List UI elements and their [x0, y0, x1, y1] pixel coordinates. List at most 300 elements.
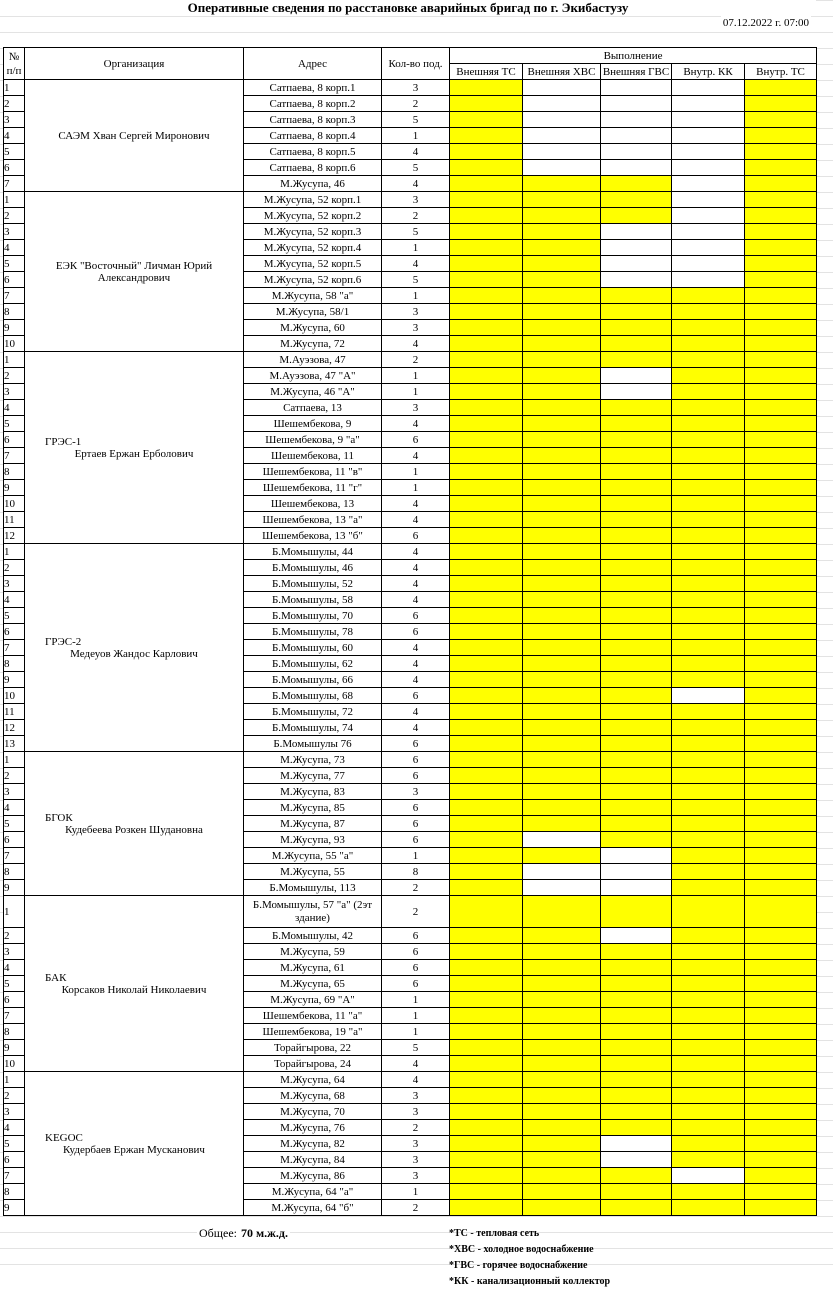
row-number: 9 [4, 1040, 25, 1056]
status-cell-ext-gvs [601, 608, 672, 624]
address-cell: Б.Момышулы, 72 [244, 704, 382, 720]
status-cell-ext-gvs [601, 544, 672, 560]
address-cell: Б.Момышулы 76 [244, 736, 382, 752]
status-cell-ext-ts [450, 1088, 523, 1104]
status-cell-ext-hvs [523, 1008, 601, 1024]
row-number: 1 [4, 544, 25, 560]
status-cell-int-ts [745, 576, 817, 592]
status-cell-ext-ts [450, 1168, 523, 1184]
status-cell-ext-ts [450, 320, 523, 336]
status-cell-ext-ts [450, 832, 523, 848]
status-cell-ext-gvs [601, 464, 672, 480]
status-cell-ext-hvs [523, 272, 601, 288]
count-cell: 4 [382, 1072, 450, 1088]
status-cell-ext-hvs [523, 1136, 601, 1152]
status-cell-int-ts [745, 224, 817, 240]
status-cell-int-kk [672, 288, 745, 304]
address-cell: Шешембекова, 11 "г" [244, 480, 382, 496]
status-cell-ext-ts [450, 208, 523, 224]
header-num: № п/п [4, 48, 25, 80]
status-cell-ext-ts [450, 240, 523, 256]
status-cell-int-ts [745, 864, 817, 880]
status-cell-int-ts [745, 1056, 817, 1072]
organization-cell [25, 352, 244, 544]
status-cell-int-ts [745, 480, 817, 496]
address-cell: Сатпаева, 8 корп.3 [244, 112, 382, 128]
row-number: 3 [4, 112, 25, 128]
row-number: 4 [4, 240, 25, 256]
status-cell-ext-hvs [523, 736, 601, 752]
status-cell-ext-gvs [601, 800, 672, 816]
report-title: Оперативные сведения по расстановке аварийных бригад по г. Экибастузу [0, 0, 816, 15]
organization-cell [25, 896, 244, 1072]
status-cell-int-kk [672, 688, 745, 704]
status-cell-ext-hvs [523, 240, 601, 256]
count-cell: 6 [382, 960, 450, 976]
row-number: 1 [4, 80, 25, 96]
address-cell: М.Жусупа, 82 [244, 1136, 382, 1152]
address-cell: М.Жусупа, 83 [244, 784, 382, 800]
count-cell: 4 [382, 1056, 450, 1072]
count-cell: 4 [382, 336, 450, 352]
status-cell-ext-ts [450, 368, 523, 384]
status-cell-ext-hvs [523, 768, 601, 784]
count-cell: 6 [382, 608, 450, 624]
status-cell-ext-ts [450, 960, 523, 976]
status-cell-ext-ts [450, 608, 523, 624]
table-row [4, 80, 817, 96]
status-cell-ext-ts [450, 1200, 523, 1216]
count-cell: 5 [382, 224, 450, 240]
count-cell: 8 [382, 864, 450, 880]
count-cell: 6 [382, 624, 450, 640]
row-number: 7 [4, 1168, 25, 1184]
status-cell-int-kk [672, 80, 745, 96]
status-cell-ext-gvs [601, 560, 672, 576]
status-cell-int-ts [745, 176, 817, 192]
address-cell: Б.Момышулы, 70 [244, 608, 382, 624]
count-cell: 6 [382, 976, 450, 992]
count-cell: 2 [382, 880, 450, 896]
status-cell-int-ts [745, 688, 817, 704]
row-number: 9 [4, 880, 25, 896]
status-cell-int-kk [672, 1168, 745, 1184]
count-cell: 4 [382, 176, 450, 192]
count-cell: 6 [382, 928, 450, 944]
row-number: 5 [4, 976, 25, 992]
status-cell-ext-gvs [601, 208, 672, 224]
address-cell: М.Жусупа, 76 [244, 1120, 382, 1136]
organization-name: БГОК [45, 811, 73, 824]
header-ext-ts: Внешняя ТС [450, 64, 523, 80]
status-cell-int-kk [672, 432, 745, 448]
count-cell: 3 [382, 1152, 450, 1168]
status-cell-int-kk [672, 512, 745, 528]
status-cell-int-ts [745, 784, 817, 800]
status-cell-ext-hvs [523, 208, 601, 224]
row-number: 7 [4, 640, 25, 656]
count-cell: 3 [382, 192, 450, 208]
count-cell: 3 [382, 400, 450, 416]
status-cell-int-kk [672, 352, 745, 368]
status-cell-int-ts [745, 736, 817, 752]
count-cell: 6 [382, 832, 450, 848]
total [197, 1226, 290, 1240]
status-cell-ext-hvs [523, 1104, 601, 1120]
count-cell: 6 [382, 800, 450, 816]
status-cell-ext-gvs [601, 944, 672, 960]
address-cell: Шешембекова, 11 "а" [244, 1008, 382, 1024]
status-cell-int-kk [672, 1008, 745, 1024]
status-cell-int-ts [745, 512, 817, 528]
status-cell-int-ts [745, 272, 817, 288]
status-cell-ext-hvs [523, 224, 601, 240]
status-cell-ext-gvs [601, 672, 672, 688]
organization-cell [25, 544, 244, 752]
status-cell-int-ts [745, 704, 817, 720]
row-number: 1 [4, 352, 25, 368]
status-cell-int-ts [745, 288, 817, 304]
status-cell-int-ts [745, 352, 817, 368]
row-number: 3 [4, 944, 25, 960]
status-cell-ext-hvs [523, 448, 601, 464]
status-cell-ext-hvs [523, 1184, 601, 1200]
count-cell: 2 [382, 1120, 450, 1136]
status-cell-ext-hvs [523, 656, 601, 672]
address-cell: М.Жусупа, 52 корп.5 [244, 256, 382, 272]
status-cell-ext-gvs [601, 336, 672, 352]
row-number: 3 [4, 224, 25, 240]
address-cell: Б.Момышулы, 52 [244, 576, 382, 592]
address-cell: Шешембекова, 13 [244, 496, 382, 512]
status-cell-ext-gvs [601, 1104, 672, 1120]
address-cell: М.Жусупа, 72 [244, 336, 382, 352]
status-cell-ext-ts [450, 1024, 523, 1040]
status-cell-int-ts [745, 976, 817, 992]
row-number: 3 [4, 1104, 25, 1120]
status-cell-ext-gvs [601, 736, 672, 752]
status-cell-ext-gvs [601, 624, 672, 640]
status-cell-int-ts [745, 752, 817, 768]
status-cell-int-ts [745, 112, 817, 128]
row-number: 1 [4, 896, 25, 928]
address-cell: М.Жусупа, 87 [244, 816, 382, 832]
status-cell-int-ts [745, 528, 817, 544]
row-number: 8 [4, 304, 25, 320]
status-cell-int-ts [745, 1104, 817, 1120]
status-cell-int-ts [745, 720, 817, 736]
status-cell-ext-ts [450, 112, 523, 128]
status-cell-ext-gvs [601, 1088, 672, 1104]
status-cell-int-ts [745, 192, 817, 208]
address-cell: М.Жусупа, 52 корп.4 [244, 240, 382, 256]
status-cell-ext-gvs [601, 128, 672, 144]
organization-name: Александрович [97, 271, 171, 284]
organization-cell [25, 192, 244, 352]
status-cell-int-kk [672, 1056, 745, 1072]
status-cell-ext-gvs [601, 528, 672, 544]
row-number: 6 [4, 832, 25, 848]
status-cell-int-ts [745, 1040, 817, 1056]
status-cell-ext-ts [450, 496, 523, 512]
organization-name: БАК [45, 971, 67, 984]
status-cell-int-kk [672, 1152, 745, 1168]
table-row [4, 896, 817, 928]
address-cell: М.Жусупа, 61 [244, 960, 382, 976]
address-cell: Б.Момышулы, 58 [244, 592, 382, 608]
status-cell-ext-hvs [523, 992, 601, 1008]
row-number: 10 [4, 688, 25, 704]
count-cell: 4 [382, 576, 450, 592]
address-cell: М.Жусупа, 46 [244, 176, 382, 192]
organization-name: Медеуов Жандос Карлович [70, 647, 198, 660]
address-cell: Б.Момышулы, 78 [244, 624, 382, 640]
status-cell-int-kk [672, 1024, 745, 1040]
header-organization: Организация [25, 48, 244, 80]
status-cell-int-ts [745, 1152, 817, 1168]
status-cell-int-kk [672, 320, 745, 336]
row-number: 2 [4, 560, 25, 576]
count-cell: 3 [382, 1136, 450, 1152]
status-cell-ext-ts [450, 304, 523, 320]
count-cell: 1 [382, 368, 450, 384]
count-cell: 3 [382, 320, 450, 336]
status-cell-int-kk [672, 464, 745, 480]
footer [0, 1226, 833, 1287]
status-cell-int-kk [672, 272, 745, 288]
status-cell-ext-ts [450, 384, 523, 400]
total-label: Общее: [199, 1226, 237, 1240]
brigades-table [3, 47, 817, 1216]
total-value: 70 м.ж.д. [241, 1226, 288, 1240]
status-cell-ext-hvs [523, 112, 601, 128]
address-cell: М.Жусупа, 65 [244, 976, 382, 992]
status-cell-ext-gvs [601, 1008, 672, 1024]
count-cell: 4 [382, 592, 450, 608]
status-cell-ext-gvs [601, 144, 672, 160]
status-cell-ext-ts [450, 128, 523, 144]
status-cell-ext-ts [450, 1136, 523, 1152]
row-number: 13 [4, 736, 25, 752]
status-cell-ext-ts [450, 1072, 523, 1088]
status-cell-ext-ts [450, 1184, 523, 1200]
status-cell-ext-hvs [523, 400, 601, 416]
organization-cell [25, 752, 244, 896]
status-cell-int-ts [745, 1184, 817, 1200]
status-cell-int-kk [672, 608, 745, 624]
status-cell-ext-ts [450, 1008, 523, 1024]
address-cell: М.Жусупа, 52 корп.2 [244, 208, 382, 224]
status-cell-ext-ts [450, 1056, 523, 1072]
status-cell-int-kk [672, 256, 745, 272]
row-number: 8 [4, 656, 25, 672]
status-cell-ext-hvs [523, 960, 601, 976]
status-cell-ext-ts [450, 784, 523, 800]
address-cell: Б.Момышулы, 62 [244, 656, 382, 672]
status-cell-ext-gvs [601, 1184, 672, 1200]
table-row [4, 1072, 817, 1088]
status-cell-ext-hvs [523, 1168, 601, 1184]
status-cell-int-ts [745, 800, 817, 816]
organization-cell [25, 80, 244, 192]
status-cell-ext-ts [450, 816, 523, 832]
table-row [4, 352, 817, 368]
row-number: 7 [4, 288, 25, 304]
organization-name: ГРЭС-1 [45, 435, 82, 448]
status-cell-int-ts [745, 400, 817, 416]
status-cell-int-kk [672, 976, 745, 992]
status-cell-ext-ts [450, 336, 523, 352]
status-cell-int-kk [672, 1120, 745, 1136]
organization-name: ГРЭС-2 [45, 635, 82, 648]
address-cell: Сатпаева, 13 [244, 400, 382, 416]
status-cell-int-kk [672, 960, 745, 976]
row-number: 5 [4, 608, 25, 624]
status-cell-int-kk [672, 768, 745, 784]
status-cell-ext-hvs [523, 1056, 601, 1072]
status-cell-ext-hvs [523, 848, 601, 864]
count-cell: 4 [382, 640, 450, 656]
status-cell-ext-gvs [601, 384, 672, 400]
address-cell: М.Жусупа, 59 [244, 944, 382, 960]
status-cell-ext-hvs [523, 1024, 601, 1040]
status-cell-ext-hvs [523, 672, 601, 688]
status-cell-ext-ts [450, 432, 523, 448]
status-cell-ext-hvs [523, 352, 601, 368]
count-cell: 1 [382, 1184, 450, 1200]
address-cell: Шешембекова, 13 "б" [244, 528, 382, 544]
status-cell-ext-ts [450, 160, 523, 176]
status-cell-int-ts [745, 496, 817, 512]
status-cell-ext-ts [450, 624, 523, 640]
status-cell-ext-ts [450, 544, 523, 560]
count-cell: 2 [382, 1200, 450, 1216]
status-cell-int-ts [745, 880, 817, 896]
status-cell-int-ts [745, 1120, 817, 1136]
status-cell-int-ts [745, 592, 817, 608]
status-cell-ext-gvs [601, 1056, 672, 1072]
status-cell-int-ts [745, 1136, 817, 1152]
status-cell-ext-ts [450, 720, 523, 736]
status-cell-int-kk [672, 1104, 745, 1120]
row-number: 6 [4, 160, 25, 176]
count-cell: 2 [382, 352, 450, 368]
status-cell-int-kk [672, 400, 745, 416]
status-cell-int-kk [672, 928, 745, 944]
row-number: 11 [4, 704, 25, 720]
count-cell: 4 [382, 560, 450, 576]
count-cell: 4 [382, 144, 450, 160]
row-number: 10 [4, 496, 25, 512]
status-cell-ext-hvs [523, 1200, 601, 1216]
row-number: 4 [4, 592, 25, 608]
row-number: 2 [4, 768, 25, 784]
address-cell: Сатпаева, 8 корп.4 [244, 128, 382, 144]
status-cell-ext-gvs [601, 1168, 672, 1184]
status-cell-ext-hvs [523, 624, 601, 640]
status-cell-int-ts [745, 672, 817, 688]
address-cell: М.Жусупа, 85 [244, 800, 382, 816]
status-cell-ext-ts [450, 272, 523, 288]
status-cell-ext-ts [450, 96, 523, 112]
status-cell-int-kk [672, 1088, 745, 1104]
status-cell-int-kk [672, 384, 745, 400]
status-cell-int-ts [745, 1008, 817, 1024]
status-cell-int-ts [745, 432, 817, 448]
status-cell-ext-gvs [601, 1040, 672, 1056]
status-cell-int-kk [672, 1072, 745, 1088]
status-cell-ext-hvs [523, 976, 601, 992]
status-cell-int-kk [672, 944, 745, 960]
status-cell-int-ts [745, 80, 817, 96]
status-cell-ext-ts [450, 192, 523, 208]
legend-gvs: *ГВС - горячее водоснабжение [449, 1260, 588, 1271]
status-cell-int-ts [745, 1200, 817, 1216]
status-cell-ext-hvs [523, 464, 601, 480]
count-cell: 1 [382, 288, 450, 304]
status-cell-ext-ts [450, 80, 523, 96]
count-cell: 4 [382, 448, 450, 464]
row-number: 2 [4, 96, 25, 112]
count-cell: 5 [382, 112, 450, 128]
status-cell-int-ts [745, 848, 817, 864]
count-cell: 5 [382, 160, 450, 176]
row-number: 9 [4, 1200, 25, 1216]
status-cell-ext-ts [450, 976, 523, 992]
status-cell-int-kk [672, 192, 745, 208]
status-cell-int-kk [672, 112, 745, 128]
row-number: 4 [4, 400, 25, 416]
status-cell-int-kk [672, 336, 745, 352]
status-cell-ext-gvs [601, 864, 672, 880]
status-cell-ext-ts [450, 352, 523, 368]
status-cell-ext-gvs [601, 832, 672, 848]
status-cell-ext-hvs [523, 320, 601, 336]
count-cell: 6 [382, 768, 450, 784]
status-cell-ext-gvs [601, 256, 672, 272]
count-cell: 1 [382, 1008, 450, 1024]
status-cell-int-kk [672, 1136, 745, 1152]
status-cell-int-kk [672, 496, 745, 512]
status-cell-ext-hvs [523, 480, 601, 496]
status-cell-ext-ts [450, 224, 523, 240]
row-number: 8 [4, 1184, 25, 1200]
row-number: 5 [4, 816, 25, 832]
status-cell-ext-gvs [601, 784, 672, 800]
status-cell-ext-ts [450, 560, 523, 576]
count-cell: 3 [382, 1104, 450, 1120]
address-cell: Б.Момышулы, 74 [244, 720, 382, 736]
status-cell-ext-gvs [601, 1152, 672, 1168]
status-cell-int-ts [745, 384, 817, 400]
status-cell-int-ts [745, 944, 817, 960]
count-cell: 4 [382, 256, 450, 272]
address-cell: М.Жусупа, 69 "А" [244, 992, 382, 1008]
status-cell-ext-hvs [523, 608, 601, 624]
status-cell-int-kk [672, 704, 745, 720]
status-cell-ext-hvs [523, 784, 601, 800]
status-cell-int-kk [672, 592, 745, 608]
row-number: 4 [4, 1120, 25, 1136]
address-cell: М.Жусупа, 73 [244, 752, 382, 768]
count-cell: 6 [382, 432, 450, 448]
status-cell-int-ts [745, 992, 817, 1008]
status-cell-ext-gvs [601, 112, 672, 128]
organization-name: САЭМ Хван Сергей Миронович [58, 129, 210, 142]
count-cell: 2 [382, 896, 450, 928]
status-cell-int-kk [672, 544, 745, 560]
count-cell: 4 [382, 512, 450, 528]
